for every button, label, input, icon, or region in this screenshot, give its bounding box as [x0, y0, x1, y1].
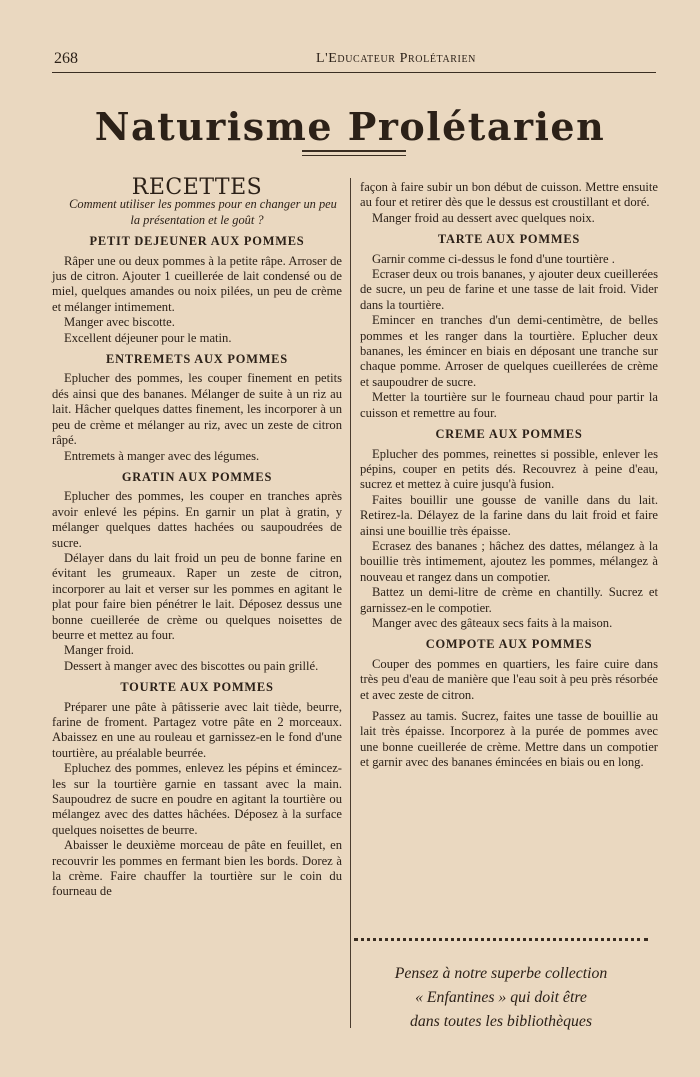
recipe-title: PETIT DEJEUNER AUX POMMES: [89, 234, 305, 249]
recipe-paragraph: Manger froid au dessert avec quelques noix.: [372, 210, 595, 225]
title-rule: [302, 150, 406, 152]
recipe-paragraph: façon à faire subir un bon début de cuisson. Mettre ensuite au four et retirer dès que le dessus est croustillant et doré.: [360, 180, 658, 210]
recipe-paragraph: Manger avec des gâteaux secs faits à la maison.: [372, 615, 613, 630]
promo-line: Pensez à notre superbe collection: [394, 965, 608, 982]
running-title: L'Educateur Prolétarien: [315, 51, 476, 66]
recipe-paragraph: Manger froid.: [64, 643, 134, 658]
recipe-paragraph: Préparer une pâte à pâtisserie avec lait tiède, beurre, farine de froment. Partagez votre pâte en 2 morceaux. Abaissez en une au rouleau et garnissez-en le fond d'une tourtière, au préalable beurrée.: [52, 699, 342, 760]
recipe-title: CREME AUX POMMES: [435, 427, 583, 442]
recipe-paragraph: Manger avec biscotte.: [64, 315, 175, 330]
recipe-paragraph: Ecrasez des bananes ; hâchez des dattes, mélangez à la bouillie très intimement, ajoutez les pommes, mélangez à nouveau et rangez dans un compotier.: [360, 538, 658, 584]
recipe-paragraph: Délayer dans du lait froid un peu de bonne farine en évitant les grumeaux. Raper un zeste de citron, incorporer au lait et verser sur les pommes en agitant le plat pour faire bien pénétrer le lait. Déposez dessus une bonne cueillerée de crème ou quelques noisettes de beurre et mettez au four.: [52, 550, 342, 642]
running-header: [52, 48, 656, 73]
recipe-paragraph: Excellent déjeuner pour le matin.: [64, 330, 232, 345]
recipe-paragraph: Dessert à manger avec des biscottes ou pain grillé.: [64, 658, 319, 673]
recipe-title: ENTREMETS AUX POMMES: [106, 352, 288, 367]
recipe-title: GRATIN AUX POMMES: [121, 469, 273, 484]
left-column: [52, 176, 342, 900]
recipe-paragraph: Epluchez des pommes, enlevez les pépins et émincez-les sur la tourtière garnie en tassant avec la main. Saupoudrez de sucre en poudre en agitant la tourtière ou mélangez avec des dattes hâchées. Déposez à la surface quelques noisettes de beurre.: [52, 761, 342, 837]
promo-line: dans toutes les bibliothèques: [409, 1013, 593, 1030]
recipe-paragraph: Entremets à manger avec des légumes.: [64, 448, 260, 463]
dotted-separator: [354, 938, 648, 941]
masthead-title: Naturisme Prolétarien: [94, 104, 606, 149]
right-column: [360, 180, 658, 771]
recipe-paragraph: Eplucher des pommes, les couper en tranches après avoir enlevé les pépins. En garnir un plat à gratin, y mélanger quelques dattes hachées ou saupoudrées de sucre.: [52, 489, 342, 550]
recipe-title: TARTE AUX POMMES: [437, 232, 581, 247]
recipe-paragraph: Eplucher des pommes, reinettes si possible, enlever les pépins, couper en petits dés. Recouvrez à peine d'eau, sucrez et mettez à cuire jusqu'à fusion.: [360, 446, 658, 492]
recipe-title: COMPOTE AUX POMMES: [425, 637, 593, 652]
promo-box: [354, 962, 648, 1034]
recipe-paragraph: Couper des pommes en quartiers, les faire cuire dans très peu d'eau de manière que l'eau soit à peu près résorbée et avec zeste de citron.: [360, 656, 658, 702]
recipe-paragraph: Metter la tourtière sur le fourneau chaud pour partir la cuisson et remettre au four.: [360, 390, 658, 420]
recipe-paragraph: Battez un demi-litre de crème en chantilly. Sucrez et garnissez-en le compotier.: [360, 585, 658, 615]
recipe-paragraph: Passez au tamis. Sucrez, faites une tasse de bouillie au lait très épaisse. Incorporez à la purée de pommes avec une bonne cueillerée de crème. Mettre dans un compotier et garnir avec des bananes émincées en biais ou en long.: [360, 709, 658, 770]
title-rule-thin: [302, 155, 406, 156]
recipe-paragraph: Ecraser deux ou trois bananes, y ajouter deux cueillerées de sucre, un peu de farine et une tasse de lait froid. Vider dans la tourtière.: [360, 267, 658, 312]
section-title: RECETTES: [131, 175, 263, 200]
column-divider: [350, 178, 351, 1028]
section-intro: Comment utiliser les pommes pour en changer un peu la présentation et le goût ?: [69, 197, 337, 227]
recipe-paragraph: Garnir comme ci-dessus le fond d'une tourtière .: [372, 251, 615, 266]
page-number: 268: [54, 50, 78, 67]
recipe-paragraph: Faites bouillir une gousse de vanille dans du lait. Retirez-la. Délayez de la farine dans du lait froid et faire ainsi une bouillie très épaisse.: [360, 492, 658, 538]
recipe-paragraph: Abaisser le deuxième morceau de pâte en feuillet, en recouvrir les pommes en fermant bien les bords. Dorez à la crème. Faire chauffer la tourtière sur le coin du fourneau de: [52, 838, 342, 899]
recipe-paragraph: Emincer en tranches d'un demi-centimètre, de belles pommes et les ranger dans la tourtière. Eplucher deux bananes, les émincer en biais en déposant une tranche sur chaque pomme. Arroser de quelques cueillerées de crème et saupoudrer de sucre.: [360, 313, 658, 389]
promo-line: « Enfantines » qui doit être: [415, 989, 587, 1006]
recipe-paragraph: Eplucher des pommes, les couper finement en petits dés ainsi que des bananes. Mélanger de suite à un riz au lait. Hâcher quelques dattes finement, les incorporer à un peu de crème et mélanger au riz, avec un zeste de citron râpé.: [52, 371, 342, 448]
recipe-paragraph: Râper une ou deux pommes à la petite râpe. Arroser de jus de citron. Ajouter 1 cueillerée de lait condensé ou de miel, quelques amandes ou noix pilées, un peu de crème et mélanger intimement.: [52, 253, 342, 314]
recipe-title: TOURTE AUX POMMES: [120, 680, 274, 695]
